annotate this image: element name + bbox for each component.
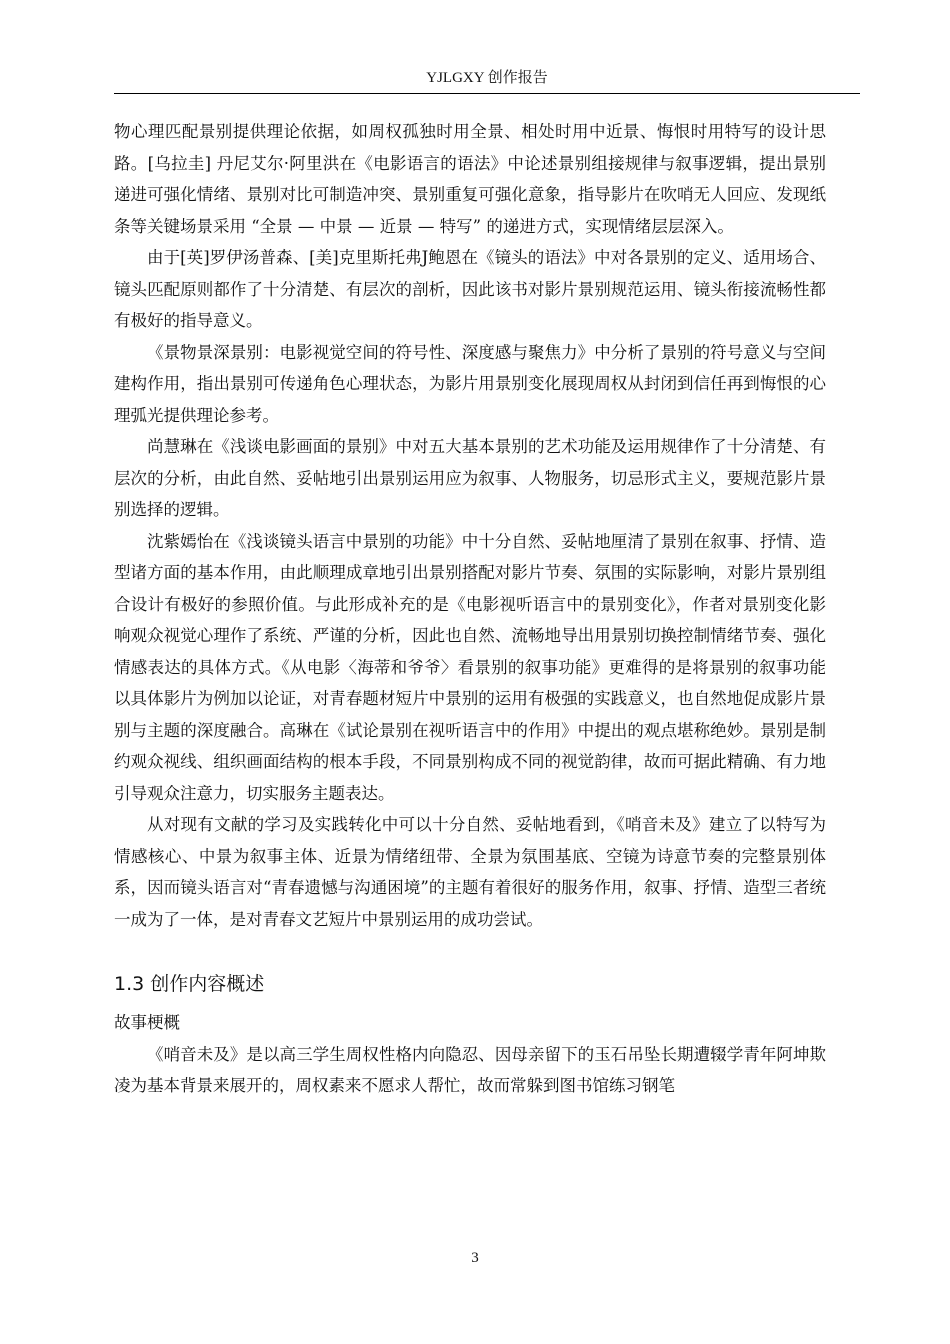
page-number: 3	[471, 1250, 479, 1266]
page-body	[114, 116, 826, 1102]
section-subheading: 故事梗概	[114, 1013, 180, 1032]
body-paragraph: 沈紫嫣怡在《浅谈镜头语言中景别的功能》中十分自然、妥帖地厘清了景别在叙事、抒情、造型诸方面的基本作用，由此顺理成章地引出景别搭配对影片节奏、氛围的实际影响，对影片景别组合设计有极好的参照价值。与此形成补充的是《电影视听语言中的景别变化》，作者对景别变化影响观众视觉心理作了系统、严谨的分析，因此也自然、流畅地导出用景别切换控制情绪节奏、强化情感表达的具体方式。《从电影〈海蒂和爷爷〉看景别的叙事功能》更难得的是将景别的叙事功能以具体影片为例加以论证，对青春题材短片中景别的运用有极强的实践意义，也自然地促成影片景别与主题的深度融合。高琳在《试论景别在视听语言中的作用》中提出的观点堪称绝妙。景别是制约观众视线、组织画面结构的根本手段，不同景别构成不同的视觉韵律，故而可据此精确、有力地引导观众注意力，切实服务主题表达。	[114, 531, 826, 803]
body-paragraph: 从对现有文献的学习及实践转化中可以十分自然、妥帖地看到，《哨音未及》建立了以特写为情感核心、中景为叙事主体、近景为情绪纽带、全景为氛围基底、空镜为诗意节奏的完整景别体系，因而镜头语言对“青春遗憾与沟通困境”的主题有着很好的服务作用，叙事、抒情、造型三者统一成为了一体，是对青春文艺短片中景别运用的成功尝试。	[114, 815, 826, 929]
section-paragraph: 《哨音未及》是以高三学生周权性格内向隐忍、因母亲留下的玉石吊坠长期遭辍学青年阿坤欺凌为基本背景来展开的，周权素来不愿求人帮忙，故而常躲到图书馆练习钢笔	[114, 1044, 826, 1095]
body-paragraph: 《景物景深景别：电影视觉空间的符号性、深度感与聚焦力》中分析了景别的符号意义与空间建构作用，指出景别可传递角色心理状态，为影片用景别变化展现周权从封闭到信任再到悔恨的心理弧光提供理论参考。	[114, 342, 826, 425]
body-paragraph: 尚慧琳在《浅谈电影画面的景别》中对五大基本景别的艺术功能及运用规律作了十分清楚、有层次的分析，由此自然、妥帖地引出景别运用应为叙事、人物服务，切忌形式主义，要规范影片景别选择的逻辑。	[114, 437, 826, 519]
body-paragraph-continued: 物心理匹配景别提供理论依据，如周权孤独时用全景、相处时用中近景、悔恨时用特写的设计思路。[乌拉圭] 丹尼艾尔·阿里洪在《电影语言的语法》中论述景别组接规律与叙事逻辑，提出景别递进可强化情绪、景别对比可制造冲突、景别重复可强化意象，指导影片在吹哨无人回应、发现纸条等关键场景采用 “全景 — 中景 — 近景 — 特写” 的递进方式，实现情绪层层深入。	[114, 122, 826, 236]
section-heading: 1.3 创作内容概述	[114, 973, 265, 995]
page-header-title: YJLGXY 创作报告	[426, 70, 548, 86]
body-paragraph: 由于[英]罗伊汤普森、[美]克里斯托弗J鲍恩在《镜头的语法》中对各景别的定义、适用场合、镜头匹配原则都作了十分清楚、有层次的剖析，因此该书对影片景别规范运用、镜头衔接流畅性都有极好的指导意义。	[114, 248, 826, 330]
header-divider	[114, 93, 860, 94]
